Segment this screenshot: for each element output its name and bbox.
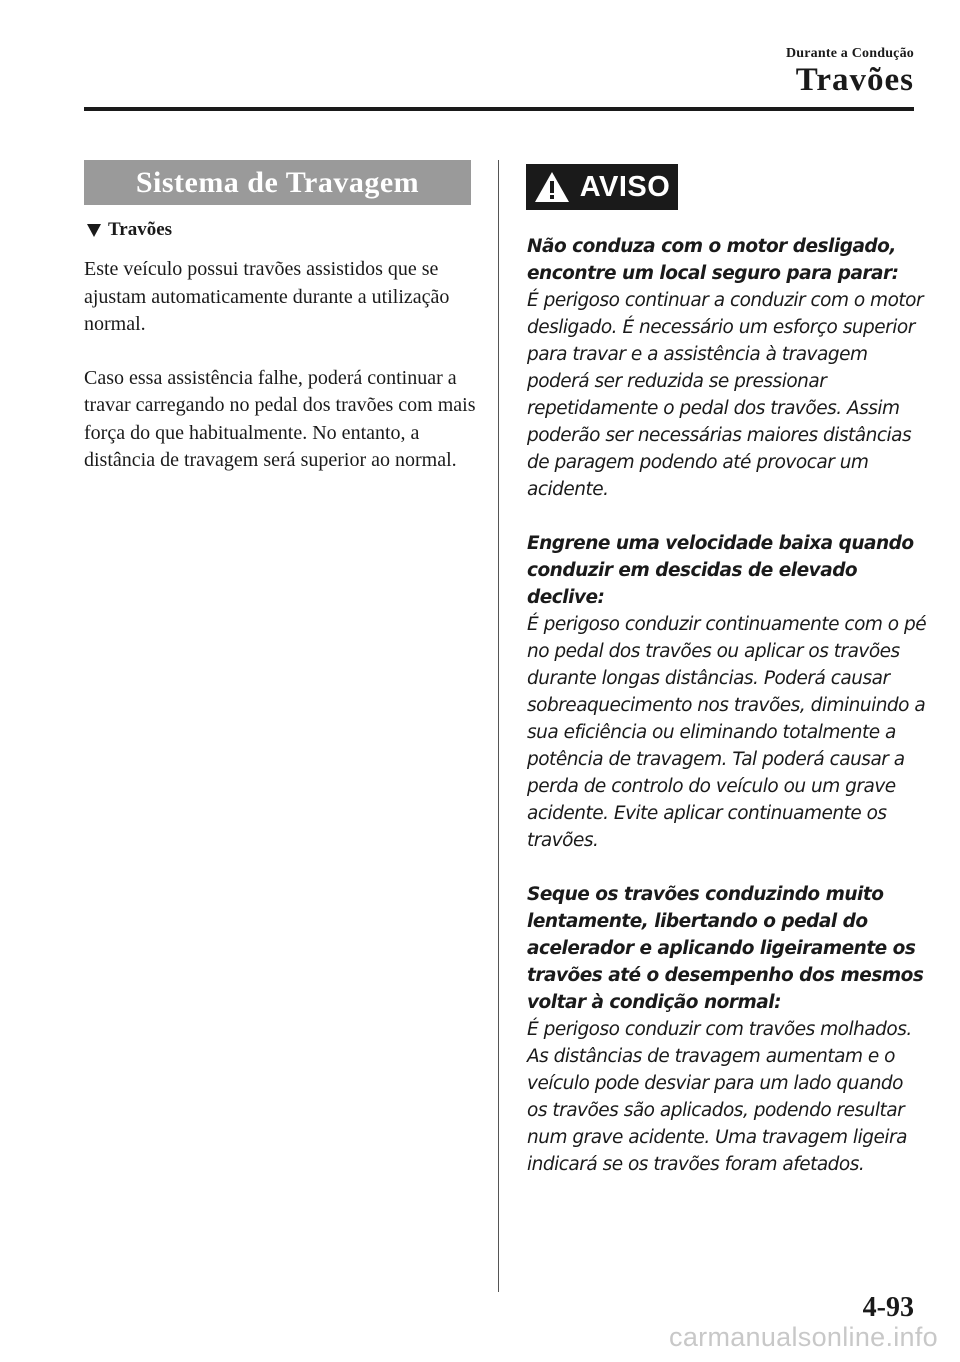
left-column-body	[84, 256, 476, 501]
warning-title-3: Seque os travões conduzindo muito lentamente, libertando o pedal do acelerador e aplicando ligeiramente os travões até o desempenho dos mesmos voltar à condição normal:	[527, 884, 924, 1013]
warning-label: AVISO	[579, 170, 671, 203]
page-number: 4-93	[862, 1292, 914, 1323]
warning-triangle-icon	[534, 171, 570, 203]
warning-title-2: Engrene uma velocidade baixa quando conduzir em descidas de elevado declive:	[527, 533, 914, 608]
body-paragraph-2: Caso essa assistência falhe, poderá continuar a travar carregando no pedal dos travões com mais força do que habitualmente. No entanto, a distância de travagem será superior ao normal.	[84, 366, 476, 471]
warning-block-3	[527, 881, 927, 1178]
running-header-chapter: Travões	[795, 62, 914, 98]
running-header-section: Durante a Condução	[785, 46, 914, 61]
warning-body-2: É perigoso conduzir continuamente com o pé no pedal dos travões ou aplicar os travões durante longas distâncias. Poderá causar sobreaquecimento nos travões, diminuindo a sua eficiência ou eliminando totalmente a potência de travagem. Tal poderá causar a perda de controlo do veículo ou um grave acidente. Evite aplicar continuamente os travões.	[527, 614, 927, 851]
subheading	[86, 219, 172, 241]
warning-content	[527, 233, 927, 1205]
header-rule	[84, 107, 914, 111]
subheading-text: Travões	[108, 219, 173, 240]
body-paragraph-1: Este veículo possui travões assistidos que se ajustam automaticamente durante a utilização normal.	[84, 258, 450, 335]
warning-title-1: Não conduza com o motor desligado, encontre um local seguro para parar:	[527, 236, 899, 284]
warning-badge	[526, 164, 678, 210]
warning-block-1	[527, 233, 927, 503]
warning-block-2	[527, 530, 927, 854]
warning-body-3: É perigoso conduzir com travões molhados. As distâncias de travagem aumentam e o veículo pode desviar para um lado quando os travões são aplicados, podendo resultar num grave acidente. Uma travagem ligeira indicará se os travões foram afetados.	[527, 1019, 912, 1175]
section-banner: Sistema de Travagem	[84, 160, 471, 205]
column-divider	[498, 160, 499, 1292]
warning-body-1: É perigoso continuar a conduzir com o motor desligado. É necessário um esforço superior para travar e a assistência à travagem poderá ser reduzida se pressionar repetidamente o pedal dos travões. Assim poderão ser necessárias maiores distâncias de paragem podendo até provocar um acidente.	[527, 290, 924, 500]
watermark: carmanualsonline.info	[669, 1322, 938, 1352]
triangle-down-icon	[86, 222, 102, 238]
